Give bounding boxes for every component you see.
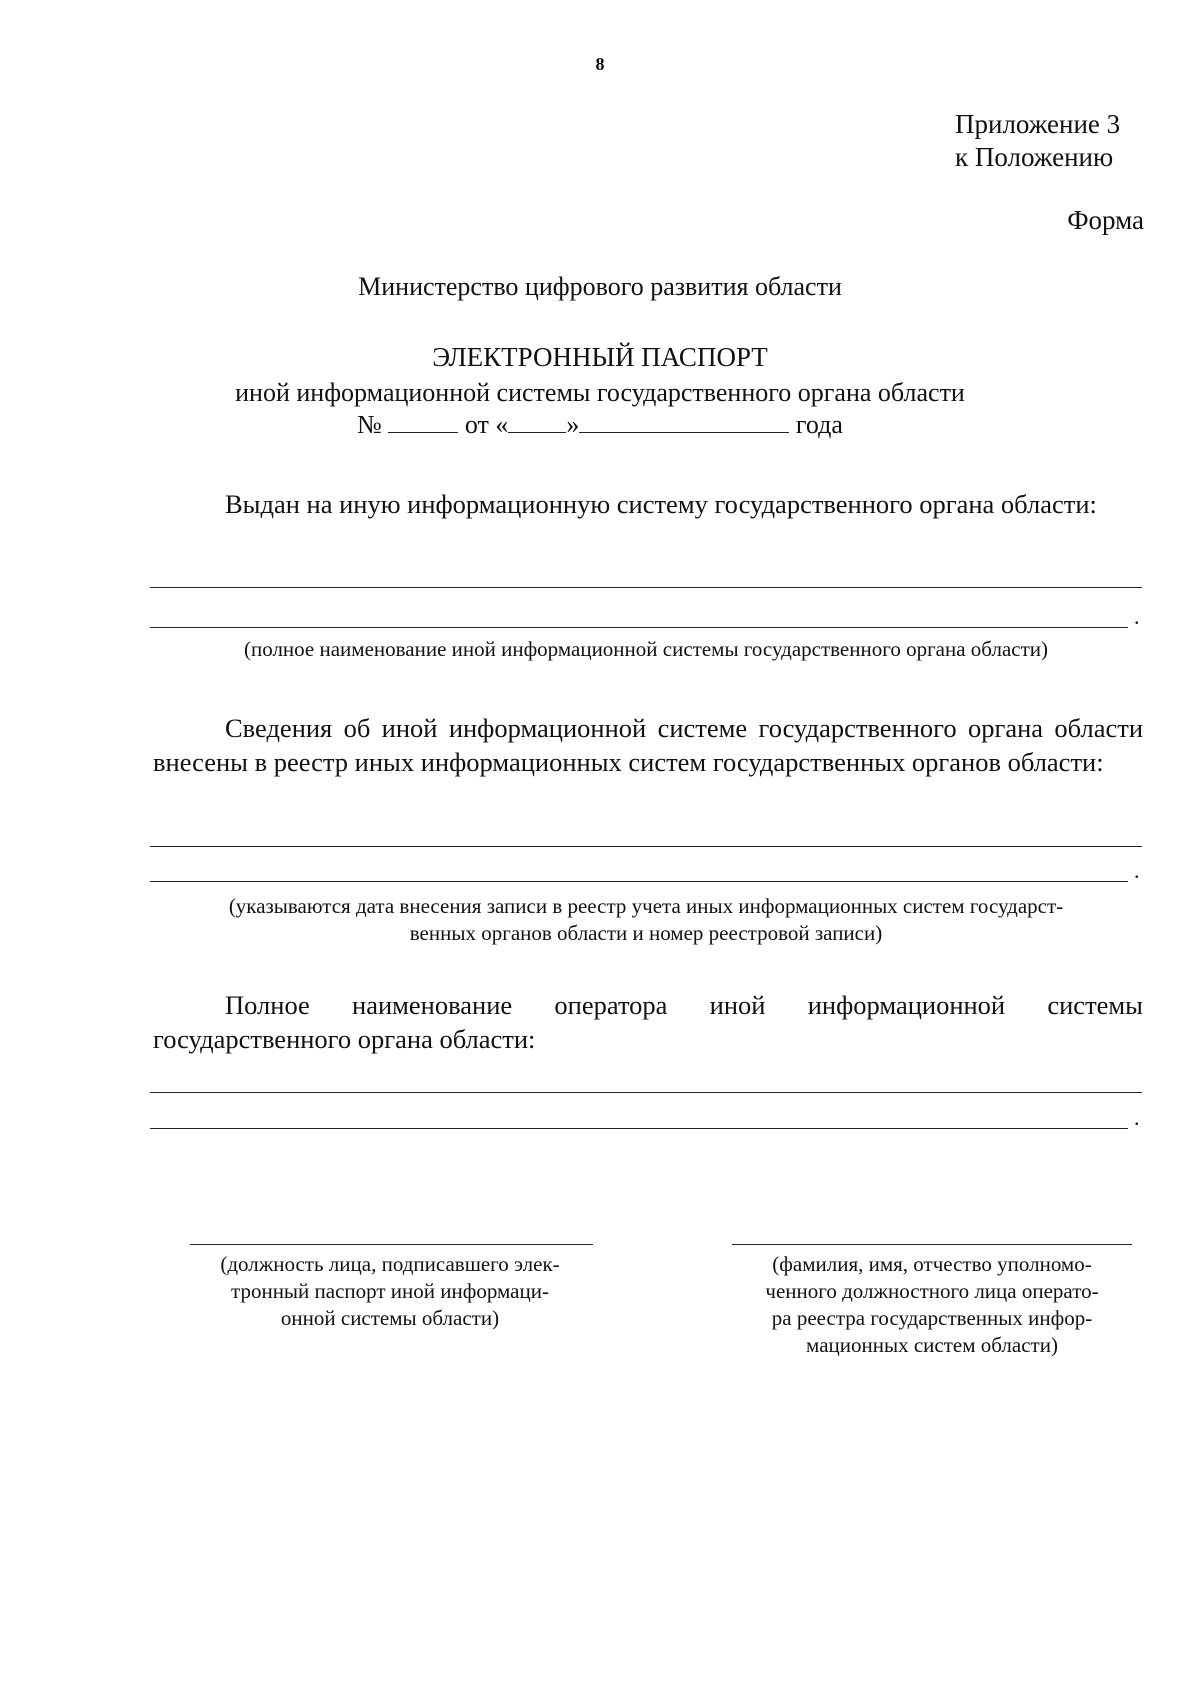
signature-right-caption-line-4: мационных систем области) [806,1333,1058,1357]
quote-close: » [566,410,580,439]
appendix-label [955,108,1120,174]
section-registry-text: Сведения об иной информационной системе государственного органа области внесены в реестр иных информационных систем государственных органов области: [153,713,1143,777]
number-blank[interactable] [388,410,458,433]
signature-right-line[interactable] [732,1244,1132,1245]
registry-caption-line-1: (указываются дата внесения записи в реестр учета иных информационных систем государст- [228,894,1064,918]
registry-caption-line-2: венных органов области и номер реестровой записи) [409,921,883,945]
signature-right-caption-line-1: (фамилия, имя, отчество уполномо- [772,1252,1092,1276]
issued-to-fill-line-1[interactable] [150,587,1142,588]
document-number-line [0,410,1200,440]
section-issued-to-text: Выдан на иную информационную систему государственного органа области: [225,489,1097,519]
issued-to-caption: (полное наименование иной информационной системы государственного органа области) [243,637,1049,661]
form-label: Форма [1067,205,1144,235]
issued-to-period: . [1134,604,1140,629]
section-operator [153,988,1143,1056]
section-registry [153,711,1143,779]
signature-right-caption-line-3: ра реестра государственных инфор- [771,1306,1093,1330]
from-label: от « [464,410,509,439]
registry-caption [150,893,1142,947]
registry-fill-line-1[interactable] [150,846,1142,847]
ministry-name: Министерство цифрового развития области [358,272,842,301]
operator-fill-line-2[interactable] [150,1128,1128,1129]
signature-left-caption-line-3: онной системы области) [280,1306,500,1330]
year-label: года [795,410,843,439]
day-blank[interactable] [508,410,566,433]
number-sign: № [357,410,382,439]
section-issued-to [153,487,1143,521]
section-operator-text: Полное наименование оператора иной информационной системы государственного органа области: [153,990,1143,1054]
signature-right-caption [712,1251,1152,1359]
signature-left-caption-line-2: тронный паспорт иной информаци- [231,1279,549,1303]
operator-fill-line-1[interactable] [150,1092,1142,1093]
signature-right-caption-line-2: ченного должностного лица операто- [765,1279,1099,1303]
registry-fill-line-2[interactable] [150,881,1128,882]
registry-period: . [1134,858,1140,883]
operator-period: . [1134,1105,1140,1130]
signature-left-caption [170,1251,610,1332]
appendix-line-2: к Положению [955,142,1114,172]
page-number: 8 [595,54,605,74]
month-year-blank[interactable] [579,410,789,433]
document-subtitle: иной информационной системы государственного органа области [235,378,965,407]
document-title: ЭЛЕКТРОННЫЙ ПАСПОРТ [432,342,768,372]
signature-left-line[interactable] [190,1244,593,1245]
signature-left-caption-line-1: (должность лица, подписавшего элек- [220,1252,560,1276]
issued-to-fill-line-2[interactable] [150,627,1128,628]
appendix-line-1: Приложение 3 [955,109,1121,139]
